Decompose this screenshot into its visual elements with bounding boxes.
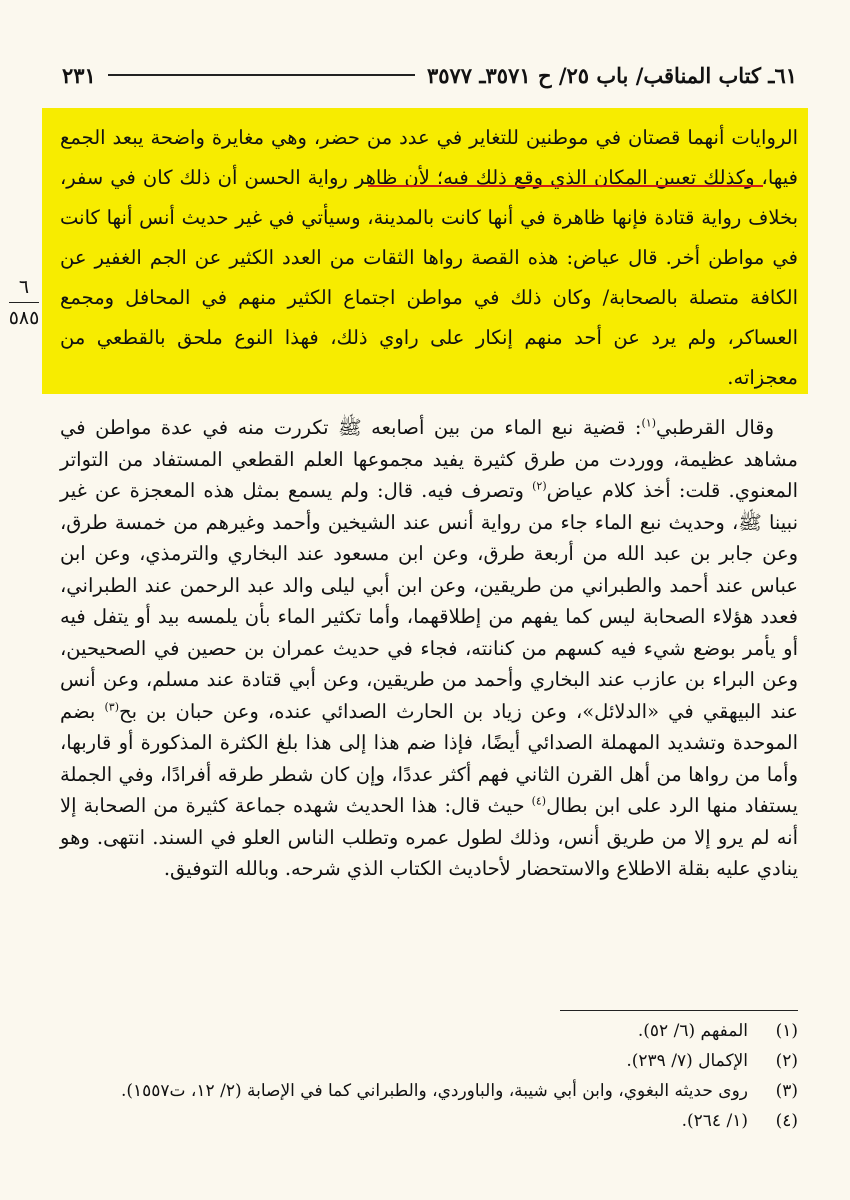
footnote-text: روى حديثه البغوي، وابن أبي شيبة، والباوردي، والطبراني كما في الإصابة (٢/ ١٢، ت١٥٥٧). [120, 1081, 748, 1101]
footnote-ref-1[interactable]: (١) [641, 416, 656, 430]
footnote-separator [560, 1010, 798, 1011]
footnote-text: (١/ ٢٦٤). [681, 1111, 748, 1131]
margin-reference [4, 274, 44, 331]
footnote-ref-4[interactable]: (٤) [531, 794, 547, 808]
footnote-number: (٣) [775, 1081, 798, 1101]
highlighted-passage [60, 118, 798, 398]
footnote-ref-3[interactable]: (٣) [104, 700, 119, 713]
margin-page: ٥٨٥ [8, 307, 40, 329]
footnote [60, 1046, 798, 1076]
highlight-line-1: الروايات أنهما قصتان في موطنين للتغاير في عدد من حضر، وهي مغايرة واضحة يبعد الجمع [60, 126, 798, 149]
main-text [60, 412, 798, 885]
header-rule [108, 74, 415, 76]
highlight-rest: بخلاف رواية قتادة فإنها ظاهرة في أنها كانت بالمدينة، وسيأتي في غير حديث أنس أنها كانت في مواطن أخر. قال عياض: هذه القصة رواها الثقات من العدد الكثير عن الجم الغفير عن الكافة متصلة بالصحابة/ وكان ذلك في مواطن اجتماع الكثير منهم في المحافل ومجمع العساكر، ولم يرد عن أحد منهم إنكار على راوي ذلك، فهذا النوع ملحق بالقطعي من معجزاته. [60, 206, 798, 389]
text-run: بضم الموحدة وتشديد المهملة الصدائي أيضًا، فإذا ضم هذا إلى هذا بلغ الكثرة المذكورة أو قاربها، وأما من رواها من أهل القرن الثاني فهم أكثر عددًا، وإن كان شطر طرقه أفرادًا، وفي الجملة يستفاد منها الرد على ابن بطال [60, 699, 798, 817]
footnote-text: الإكمال (٧/ ٢٣٩). [626, 1051, 748, 1071]
chapter-reference: ٦١ـ كتاب المناقب/ باب ٢٥/ ح ٣٥٧١ـ ٣٥٧٧ [426, 62, 797, 88]
margin-volume: ٦ [18, 276, 30, 298]
footnote [60, 1016, 798, 1046]
running-header [62, 58, 797, 92]
footnote [60, 1106, 798, 1136]
paragraph [60, 412, 798, 885]
footnote-number: (١) [775, 1021, 798, 1041]
text-run: وتصرف فيه. قال: ولم يسمع بمثل هذه المعجزة عن غير نبينا ﷺ، وحديث نبع الماء جاء من رواية أنس عند الشيخين وأحمد وغيرهم من خمسة طرق، وعن جابر بن عبد الله من أربعة طرق، وعن ابن مسعود عند البخاري والترمذي، وعن ابن عباس عند أحمد والطبراني من طريقين، وعن ابن أبي ليلى والد عبد الرحمن عند الطبراني، فعدد هؤلاء الصحابة ليس كما يفهم من إطلاقهما، وأما تكثير الماء بأن يلمسه بيد أو يتفل فيه أو يأمر بوضع شيء فيه كسهم من كنانته، فجاء في حديث عمران بن حصين في الصحيحين، وعن البراء بن عازب عند البخاري وأحمد من طريقين، وعن أبي قتادة عند مسلم، وعن أنس عند البيهقي في «الدلائل»، وعن زياد بن الحارث الصدائي عنده، وعن حبان بن بح [60, 479, 799, 723]
text-run: حيث قال: هذا الحديث شهده جماعة كثيرة من الصحابة إلا أنه لم يرو إلا من طريق أنس، وذلك لطول عمره وتطلب الناس العلو في السند. انتهى. وهو ينادي عليه بقلة الاطلاع والاستحضار لأحاديث الكتاب الذي شرحه. وبالله التوفيق. [60, 794, 798, 880]
margin-rule [9, 302, 39, 303]
red-underline-mark [368, 185, 763, 187]
page-number: ٢٣١ [62, 62, 96, 88]
footnotes [60, 1016, 798, 1136]
highlight-line-2: فيها، وكذلك تعيين المكان الذي وقع ذلك فيه؛ [429, 166, 798, 189]
footnote-ref-2[interactable]: (٢) [532, 479, 547, 493]
underlined-phrase: لأن ظاهر رواية الحسن أن ذلك كان في سفر، [60, 166, 430, 189]
text-run: وقال القرطبي [656, 416, 774, 439]
footnote-number: (٢) [775, 1051, 798, 1071]
footnote [60, 1076, 798, 1106]
footnote-number: (٤) [775, 1111, 798, 1131]
text-run: : قضية نبع الماء من بين أصابعه ﷺ تكررت منه في عدة مواطن في مشاهد عظيمة، ووردت من طرق كثيرة يفيد مجموعها العلم القطعي المستفاد من التواتر المعنوي. قلت: أخذ كلام عياض [60, 416, 798, 502]
footnote-text: المفهم (٦/ ٥٢). [637, 1021, 748, 1041]
